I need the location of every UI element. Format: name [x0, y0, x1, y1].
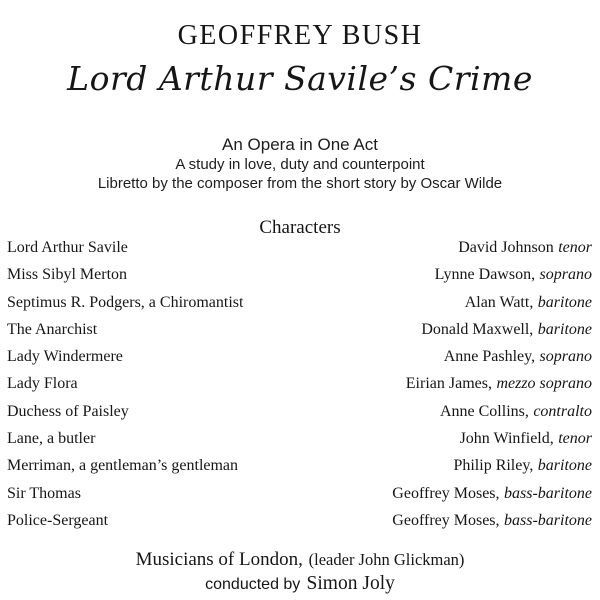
voice-type: baritone — [537, 320, 592, 338]
subtitle-study: A study in love, duty and counterpoint — [175, 156, 425, 173]
performer-name: Anne Collins, — [439, 402, 529, 420]
character-role: Duchess of Paisley — [7, 402, 129, 420]
ensemble-name: Musicians of London, — [135, 549, 303, 570]
character-role: Sir Thomas — [7, 484, 81, 502]
performer-cell — [440, 403, 592, 421]
voice-type: tenor — [558, 239, 592, 256]
character-row — [7, 512, 592, 539]
character-role: Lane, a butler — [7, 430, 96, 448]
performer-name: Philip Riley, — [453, 457, 534, 475]
performer-name: David Johnson — [458, 239, 554, 256]
conductor-line — [0, 573, 600, 595]
character-row — [7, 375, 592, 402]
voice-type: mezzo soprano — [496, 375, 592, 393]
performer-name: John Winfield, — [459, 430, 554, 448]
performer-cell — [465, 294, 592, 312]
performer-name: Geoffrey Moses, — [392, 484, 500, 502]
opera-title: Lord Arthur Savile’s Crime — [67, 59, 533, 98]
ensemble-line — [0, 549, 600, 571]
voice-type: soprano — [539, 266, 592, 284]
voice-type: baritone — [537, 293, 592, 311]
character-row — [7, 485, 592, 512]
character-row — [7, 430, 592, 457]
character-role: Merriman, a gentleman’s gentleman — [7, 457, 239, 475]
performer-name: Geoffrey Moses, — [392, 511, 500, 529]
composer-name: GEOFFREY BUSH — [177, 20, 423, 51]
performer-cell — [392, 512, 592, 530]
performer-name: Lynne Dawson, — [434, 266, 536, 284]
performer-name: Eirian James, — [405, 375, 492, 393]
characters-list — [7, 239, 592, 539]
character-role: The Anarchist — [7, 320, 98, 338]
conducted-by-label: conducted by — [205, 576, 301, 593]
voice-type: soprano — [539, 348, 592, 366]
characters-heading: Characters — [259, 217, 341, 238]
voice-type: contralto — [533, 402, 592, 420]
conductor-name: Simon Joly — [306, 573, 395, 594]
voice-type: tenor — [558, 430, 592, 448]
character-role: Police-Sergeant — [7, 511, 109, 529]
performer-cell — [435, 266, 592, 284]
subtitle-opera-in-one-act: An Opera in One Act — [222, 135, 378, 154]
performer-cell — [460, 430, 592, 448]
character-row — [7, 457, 592, 484]
character-row — [7, 321, 592, 348]
voice-type: bass-baritone — [504, 484, 592, 502]
performer-cell — [406, 375, 592, 393]
performer-name: Anne Pashley, — [443, 348, 536, 366]
character-row — [7, 403, 592, 430]
character-row — [7, 294, 592, 321]
character-role: Miss Sibyl Merton — [7, 266, 128, 284]
performer-cell — [453, 457, 592, 475]
voice-type: baritone — [537, 457, 592, 475]
performer-cell — [392, 485, 592, 503]
character-row — [7, 266, 592, 293]
subtitle-libretto: Libretto by the composer from the short story by Oscar Wilde — [97, 175, 503, 192]
character-row — [7, 348, 592, 375]
performer-name: Alan Watt, — [464, 293, 534, 311]
leader-note: (leader John Glickman) — [308, 550, 465, 569]
character-role: Lady Flora — [7, 375, 78, 393]
character-role: Septimus R. Podgers, a Chiromantist — [7, 293, 244, 311]
performer-cell — [421, 321, 592, 339]
character-row — [7, 239, 592, 266]
performer-cell — [458, 239, 592, 257]
character-role: Lord Arthur Savile — [7, 239, 128, 256]
performer-cell — [444, 348, 592, 366]
performer-name: Donald Maxwell, — [421, 320, 534, 338]
subtitle-block — [0, 135, 600, 193]
character-role: Lady Windermere — [7, 348, 123, 366]
voice-type: bass-baritone — [504, 511, 592, 529]
